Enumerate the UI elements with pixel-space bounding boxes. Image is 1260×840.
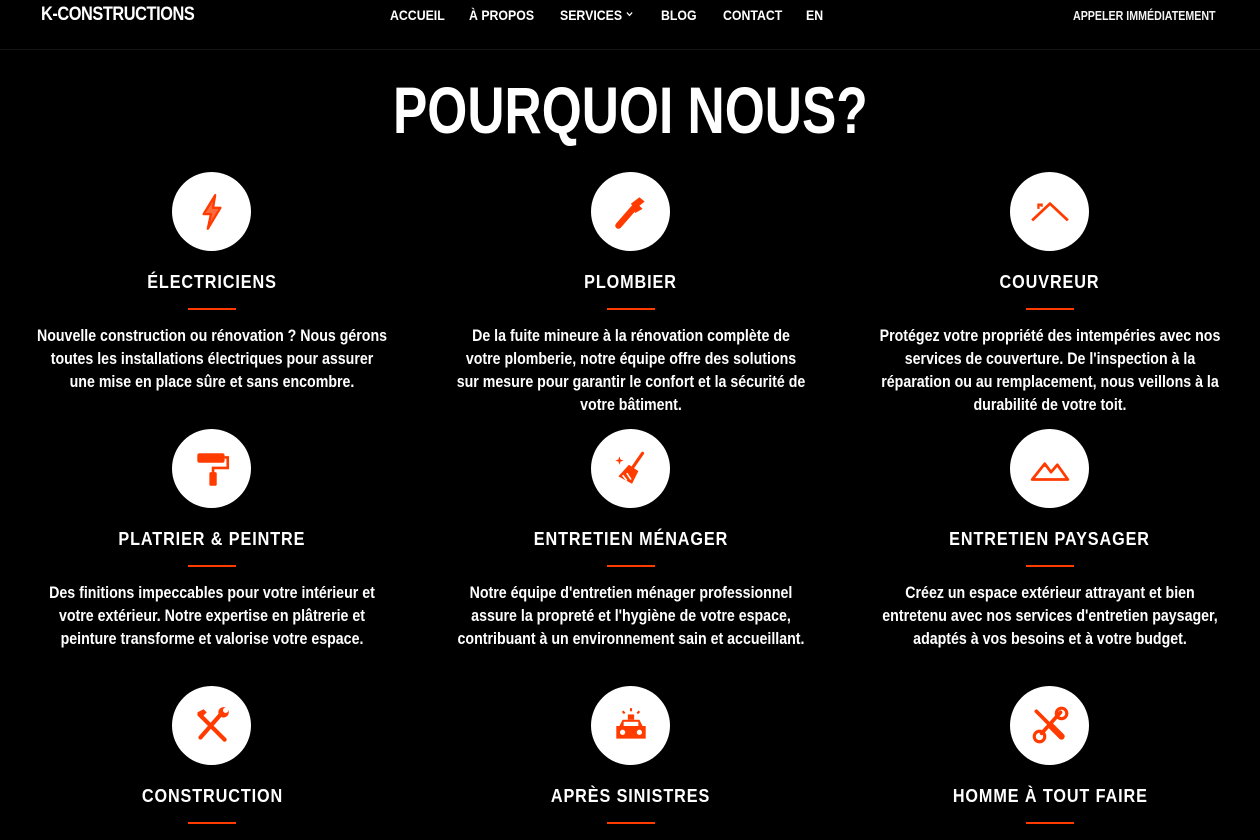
service-description — [427, 582, 835, 651]
hammer-wrench-icon — [191, 705, 233, 747]
roof-icon — [1029, 191, 1071, 233]
service-icon-circle — [1010, 172, 1089, 251]
service-icon-circle — [591, 429, 670, 508]
service-description-text: Créez un espace extérieur attrayant et bien entretenu avec nos services d'entretien paysager, adaptés à vos besoins et à votre budget. — [882, 584, 1218, 648]
service-title — [2, 786, 422, 807]
nav-link-blog[interactable]: BLOG — [661, 7, 697, 23]
service-icon-circle — [172, 686, 251, 765]
service-description-text: Nouvelle construction ou rénovation ? Nous gérons toutes les installations électriques pour assurer une mise en place sûre et sans encombre. — [36, 327, 388, 391]
service-title-text: CONSTRUCTION — [141, 786, 283, 806]
nav-link-contact[interactable]: CONTACT — [723, 7, 783, 23]
nav-link-a-propos[interactable]: À PROPOS — [469, 7, 535, 23]
service-description-text: Protégez votre propriété des intempéries avec nos services de couverture. De l'inspection à la réparation ou au remplacement, nous veillons à la durabilité de votre toit. — [879, 327, 1221, 414]
service-description — [8, 325, 416, 394]
service-description-text: Des finitions impeccables pour votre intérieur et votre extérieur. Notre expertise en plâtrerie et peinture transforme et valorise votre espace. — [49, 584, 375, 648]
service-description — [427, 325, 835, 417]
service-title-text: HOMME À TOUT FAIRE — [952, 786, 1148, 806]
accent-divider — [1026, 822, 1074, 824]
service-title-text: PLOMBIER — [584, 272, 678, 292]
site-logo[interactable]: K-CONSTRUCTIONS — [41, 4, 195, 25]
nav-link-accueil[interactable]: ACCUEIL — [390, 7, 445, 23]
section-title-text: POURQUOI NOUS? — [392, 73, 868, 147]
accent-divider — [607, 822, 655, 824]
service-title-text: PLATRIER & PEINTRE — [118, 529, 306, 549]
service-icon-circle — [172, 172, 251, 251]
service-icon-circle — [591, 172, 670, 251]
service-description — [8, 582, 416, 651]
service-title-text: COUVREUR — [1000, 272, 1100, 292]
accent-divider — [607, 308, 655, 310]
service-title-text: ENTRETIEN PAYSAGER — [949, 529, 1151, 549]
accent-divider — [188, 308, 236, 310]
broom-icon — [610, 448, 652, 490]
accent-divider — [1026, 565, 1074, 567]
service-title-text: ENTRETIEN MÉNAGER — [533, 529, 729, 549]
accent-divider — [607, 565, 655, 567]
service-icon-circle — [172, 429, 251, 508]
chevron-down-icon — [625, 9, 634, 19]
service-title-text: ÉLECTRICIENS — [147, 272, 277, 292]
service-icon-circle — [591, 686, 670, 765]
service-title — [421, 272, 841, 293]
service-icon-circle — [1010, 686, 1089, 765]
service-title — [2, 272, 422, 293]
service-title — [840, 272, 1260, 293]
nav-link-services[interactable] — [560, 7, 634, 23]
service-title — [2, 529, 422, 550]
service-title — [840, 529, 1260, 550]
service-title — [421, 786, 841, 807]
section-title — [0, 72, 1260, 148]
pipe-wrench-icon — [610, 191, 652, 233]
service-icon-circle — [1010, 429, 1089, 508]
accent-divider — [188, 565, 236, 567]
emergency-car-icon — [610, 705, 652, 747]
paint-roller-icon — [191, 448, 233, 490]
service-description — [846, 582, 1254, 651]
screwdriver-wrench-icon — [1029, 705, 1071, 747]
accent-divider — [188, 822, 236, 824]
top-navbar — [0, 0, 1260, 50]
service-description — [846, 325, 1254, 417]
lightning-icon — [191, 191, 233, 233]
service-description-text: Notre équipe d'entretien ménager professionnel assure la propreté et l'hygiène de votre espace, contribuant à un environnement sain et accueillant. — [457, 584, 805, 648]
service-title — [840, 786, 1260, 807]
nav-link-language[interactable]: EN — [806, 7, 824, 23]
service-title — [421, 529, 841, 550]
service-title-text: APRÈS SINISTRES — [551, 786, 711, 806]
nav-link-services-label: SERVICES — [560, 7, 623, 23]
accent-divider — [1026, 308, 1074, 310]
mountains-icon — [1029, 448, 1071, 490]
call-now-button[interactable]: APPELER IMMÉDIATEMENT — [1073, 8, 1216, 23]
service-description-text: De la fuite mineure à la rénovation complète de votre plomberie, notre équipe offre des solutions sur mesure pour garantir le confort et la sécurité de votre bâtiment. — [456, 327, 806, 414]
